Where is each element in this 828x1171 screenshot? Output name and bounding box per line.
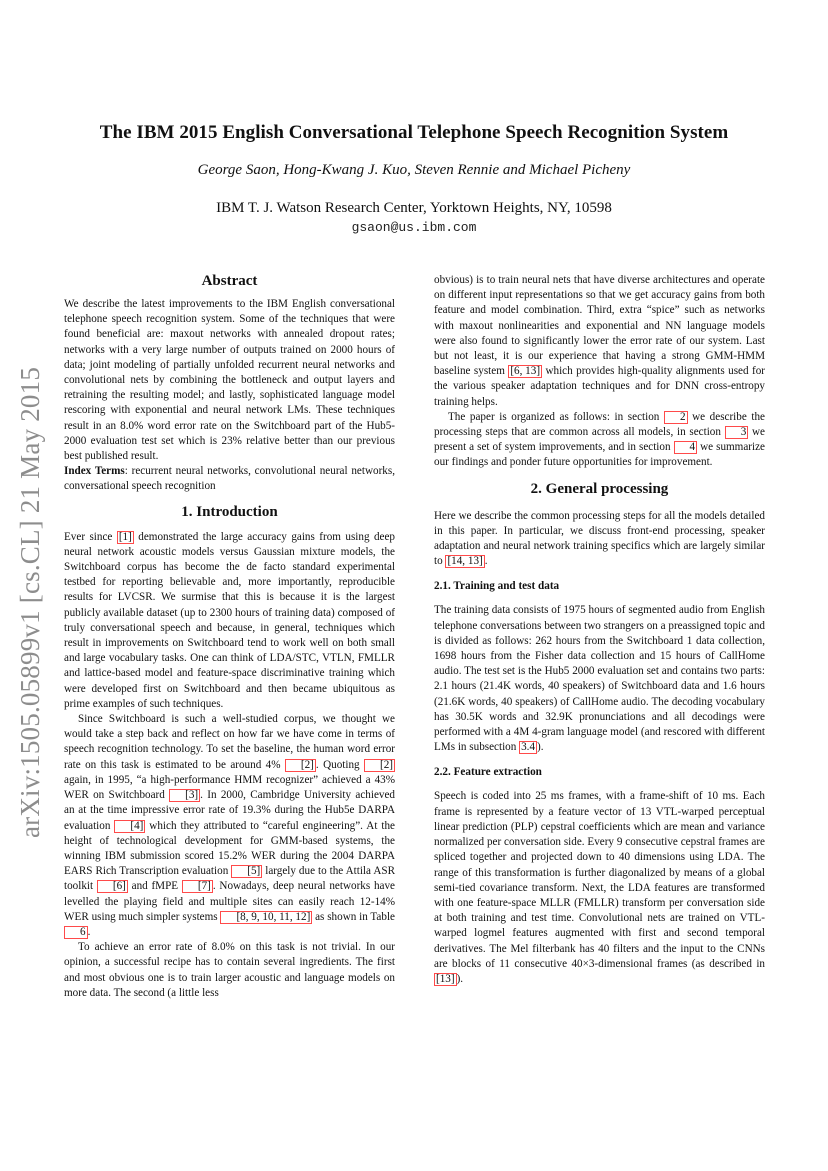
intro-paragraph-3 bbox=[64, 940, 395, 1001]
training-test-data-text: The training data consists of 1975 hours of segmented audio from English telephone conversations between two strangers on a preassigned topic and is divided as follows: 262 hours from the Switchboard 1 data collection, 1698 hours from the Fisher data collection and 15 hours of CallHome audio. The test set is the Hub5 2000 evaluation set and contains two parts: 2.1 hours (21.4K words, 40 speakers) of Switchboard data and 1.6 hours (21.6K words, 40 speakers) of CallHome audio. The decoding vocabulary has 30.5K words and 32.9K pronunciations and all decodings were performed with a 4M 4-gram language model (and rescored with different LMs in subsection bbox=[434, 604, 765, 754]
intro-p5-text: we describe the processing steps that are common across all models, in section bbox=[434, 410, 765, 439]
citation-link[interactable]: [2] bbox=[285, 759, 316, 772]
index-terms-label: Index Terms bbox=[64, 465, 125, 478]
paper-affiliation: IBM T. J. Watson Research Center, Yorktown Heights, NY, 10598 bbox=[216, 200, 612, 216]
general-p1-text: . bbox=[484, 555, 488, 568]
paper-title: The IBM 2015 English Conversational Telephone Speech Recognition System bbox=[99, 122, 729, 143]
intro-p5-text: we present a set of system improvements, and in section bbox=[434, 426, 765, 454]
intro-paragraph-1 bbox=[64, 530, 395, 712]
intro-p1-text: demonstrated the large accuracy gains from using deep neural network acoustic models versus Gaussian mixture models, the Switchboard corpus has become the de facto standard experimental testbed for reporting believable and, more importantly, reproducible results for LVCSR. We surmise that this is because it is the largest publicly available dataset (up to 2300 hours of training data) composed of truly conversational speech and because, in general, techniques which result in improvements on Switchboard tend to work well on both small and large vocabulary tasks. One can think of LDA/STC, VTLN, FMLLR and lattice-based model and feature-space discriminative training which were developed first on Switchboard and then became ubiquitous as prime examples of such techniques. bbox=[64, 530, 396, 710]
general-paragraph-1 bbox=[434, 509, 765, 570]
intro-p2-text: . bbox=[87, 925, 91, 938]
intro-p2-text: Since Switchboard is such a well-studied corpus, we thought we would take a step back and reflect on how far we have come in terms of speech recognition technology. To set the baseline, the human word error rate on this task is estimated to be around 4% bbox=[64, 713, 395, 771]
intro-p2-text: largely due to the Attila ASR toolkit bbox=[64, 865, 395, 893]
abstract-body: We describe the latest improvements to the IBM English conversational telephone speech recognition system. Some of the techniques that were found beneficial are: maxout networks with annealed dropout rates; networks with a very large number of outputs trained on 2000 hours of data; joint modeling of partially unfolded recurrent neural networks and convolutional nets by combining the bottleneck and output layers and retraining the resulting model; and lastly, sophisticated language model rescoring with exponential and neural network LMs. These techniques result in an 8.0% word error rate on the Switchboard part of the Hub5-2000 evaluation test set which is 23% relative better than our previous best published result. bbox=[64, 298, 395, 463]
citation-link[interactable]: [3] bbox=[169, 789, 200, 802]
intro-p2-text: as shown in Table bbox=[312, 910, 395, 923]
training-test-data-paragraph bbox=[434, 603, 765, 755]
intro-paragraph-5 bbox=[434, 410, 765, 471]
arxiv-identifier[interactable]: arXiv:1505.05899v1 [cs.CL] 21 May 2015 bbox=[15, 366, 46, 838]
intro-p4-text: obvious) is to train neural nets that have diverse architectures and operate on different input representations so that we get accuracy gains from both feature and model combination. Third, extra “spice” such as networks with maxout nonlinearities and exponential and NN language models were also found to significantly lower the error rate of our system. Last but not least, it is our experience that having a strong GMM-HMM baseline system bbox=[434, 274, 765, 378]
intro-p3-text: To achieve an error rate of 8.0% on this task is not trivial. In our opinion, a successful recipe has to contain several ingredients. The first and most obvious one is to train larger acoustic and language models on more data. The second (a little less bbox=[64, 941, 395, 999]
section-reference-link[interactable]: 2 bbox=[664, 411, 688, 424]
intro-p2-text: . In 2000, Cambridge University achieved an at the time impressive error rate of 19.3% during the Hub5e DARPA evaluation bbox=[64, 789, 395, 832]
citation-link[interactable]: [6, 13] bbox=[510, 365, 541, 378]
citation-link[interactable]: [2] bbox=[364, 759, 395, 772]
intro-paragraph-2 bbox=[64, 712, 395, 940]
training-test-data-text: ). bbox=[537, 741, 544, 754]
citation-link[interactable]: [14, 13] bbox=[447, 555, 483, 568]
feature-extraction-paragraph bbox=[434, 789, 765, 987]
index-terms-text: : recurrent neural networks, convolutional neural networks, conversational speech recognition bbox=[64, 465, 395, 493]
left-column bbox=[64, 272, 395, 1001]
paper-email[interactable]: gsaon@us.ibm.com bbox=[351, 220, 477, 235]
arxiv-stamp bbox=[10, 352, 52, 852]
right-column bbox=[434, 273, 765, 987]
citation-link[interactable]: [6] bbox=[97, 880, 128, 893]
index-terms bbox=[64, 464, 395, 494]
subsection-reference-link[interactable]: 3.4 bbox=[521, 741, 536, 754]
table-reference-link[interactable]: 6 bbox=[64, 926, 88, 939]
citation-link[interactable]: [8, 9, 10, 11, 12] bbox=[220, 911, 312, 924]
abstract-text bbox=[64, 297, 395, 464]
citation-link[interactable]: [4] bbox=[114, 820, 145, 833]
intro-paragraph-4 bbox=[434, 273, 765, 410]
feature-extraction-text: ). bbox=[456, 972, 464, 985]
citation-link[interactable]: [7] bbox=[182, 880, 213, 893]
section-reference-link[interactable]: 3 bbox=[725, 426, 749, 439]
feature-extraction-heading: 2.2. Feature extraction bbox=[434, 766, 542, 779]
citation-link[interactable]: [5] bbox=[231, 865, 262, 878]
general-p1-text: Here we describe the common processing steps for all the models detailed in this paper. In particular, we discuss front-end processing, speaker adaptation and neural network training specifics which are largely similar to bbox=[434, 509, 765, 568]
intro-p2-text: and fMPE bbox=[127, 880, 182, 893]
training-test-data-heading: 2.1. Training and test data bbox=[434, 580, 560, 593]
intro-p5-text: we summarize our findings and ponder future opportunities for improvement. bbox=[434, 441, 765, 469]
section-reference-link[interactable]: 4 bbox=[674, 441, 698, 454]
intro-p4-text: which provides high-quality alignments used for the various speaker adaptation techniques and for DNN cross-entropy training helps. bbox=[434, 365, 765, 408]
intro-p1-text: Ever since bbox=[64, 530, 117, 543]
intro-p2-text: . Quoting bbox=[315, 758, 364, 771]
intro-p5-text: The paper is organized as follows: in section bbox=[448, 410, 664, 423]
general-processing-heading: 2. General processing bbox=[530, 480, 669, 497]
intro-p2-text: which they attributed to “careful engineering”. At the height of technological development for GMM-based systems, the winning IBM submission scored 15.2% WER during the 2004 DARPA EARS Rich Transcription evaluation bbox=[64, 819, 395, 878]
introduction-heading: 1. Introduction bbox=[181, 503, 278, 520]
citation-link[interactable]: [1] bbox=[118, 530, 132, 543]
paper-authors: George Saon, Hong-Kwang J. Kuo, Steven Rennie and Michael Picheny bbox=[197, 162, 631, 178]
intro-p2-text: . Nowadays, deep neural networks have levelled the playing field and multiple sites can easily reach 12-14% WER using much simpler systems bbox=[64, 880, 395, 923]
intro-p2-text: again, in 1995, “a high-performance HMM recognizer” achieved a 43% WER on Switchboard bbox=[64, 773, 395, 802]
abstract-heading: Abstract bbox=[201, 273, 258, 289]
feature-extraction-text: Speech is coded into 25 ms frames, with a frame-shift of 10 ms. Each frame is represented by a feature vector of 13 VTL-warped perceptual linear prediction (PLP) cepstral coefficients which are mean and variance normalized per conversation side. Every 9 consecutive cepstral frames are spliced together and projected down to 40 dimensions using LDA. The range of this transformation is further diagonalized by means of a global semi-tied covariance transform. Next, the LDA features are transformed with one feature-space MLLR (FMLLR) transform per conversation side at both training and test time. Convolutional nets are trained on VTL-warped logmel features augmented with first and second temporal derivatives. The Mel filterbank has 40 filters and the input to the CNNs are blocks of 11 consecutive 40×3-dimensional frames (as described in bbox=[434, 790, 765, 970]
citation-link[interactable]: [13] bbox=[436, 972, 455, 985]
